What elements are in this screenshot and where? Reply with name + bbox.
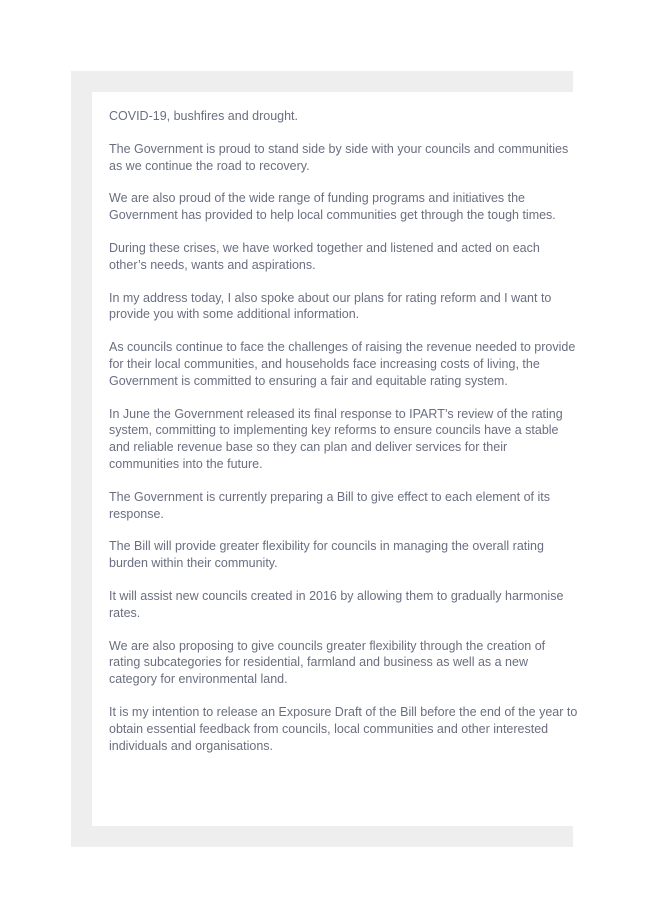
paragraph: During these crises, we have worked together and listened and acted on each other’s needs, wants and aspirations. [109, 240, 540, 272]
paragraph: It will assist new councils created in 2016 by allowing them to gradually harmonise rates. [109, 588, 564, 620]
paragraph: COVID-19, bushfires and drought. [109, 109, 298, 123]
paragraph: In my address today, I also spoke about our plans for rating reform and I want to provide you with some additional information. [109, 290, 552, 322]
paragraph: It is my intention to release an Exposure Draft of the Bill before the end of the year to obtain essential feedback from councils, local communities and other interested individuals and organisations. [109, 704, 578, 753]
paragraph: We are also proposing to give councils greater flexibility through the creation of rating subcategories for residential, farmland and business as well as a new category for environmental land. [109, 638, 546, 687]
paragraph: The Bill will provide greater flexibility for councils in managing the overall rating burden within their community. [109, 539, 544, 571]
paragraph: As councils continue to face the challenges of raising the revenue needed to provide for their local communities, and households face increasing costs of living, the Government is committed to ensuring a fair and equitable rating system. [109, 340, 576, 388]
paragraph: The Government is proud to stand side by side with your councils and communities as we continue the road to recovery. [109, 141, 569, 173]
paragraph: We are also proud of the wide range of funding programs and initiatives the Government has provided to help local communities get through the tough times. [109, 191, 556, 223]
paragraph: The Government is currently preparing a Bill to give effect to each element of its response. [109, 489, 550, 521]
paragraph: In June the Government released its final response to IPART’s review of the rating system, committing to implementing key reforms to ensure councils have a stable and reliable revenue base so they can plan and deliver services for their communities into the future. [109, 406, 563, 471]
document-body [109, 108, 579, 770]
